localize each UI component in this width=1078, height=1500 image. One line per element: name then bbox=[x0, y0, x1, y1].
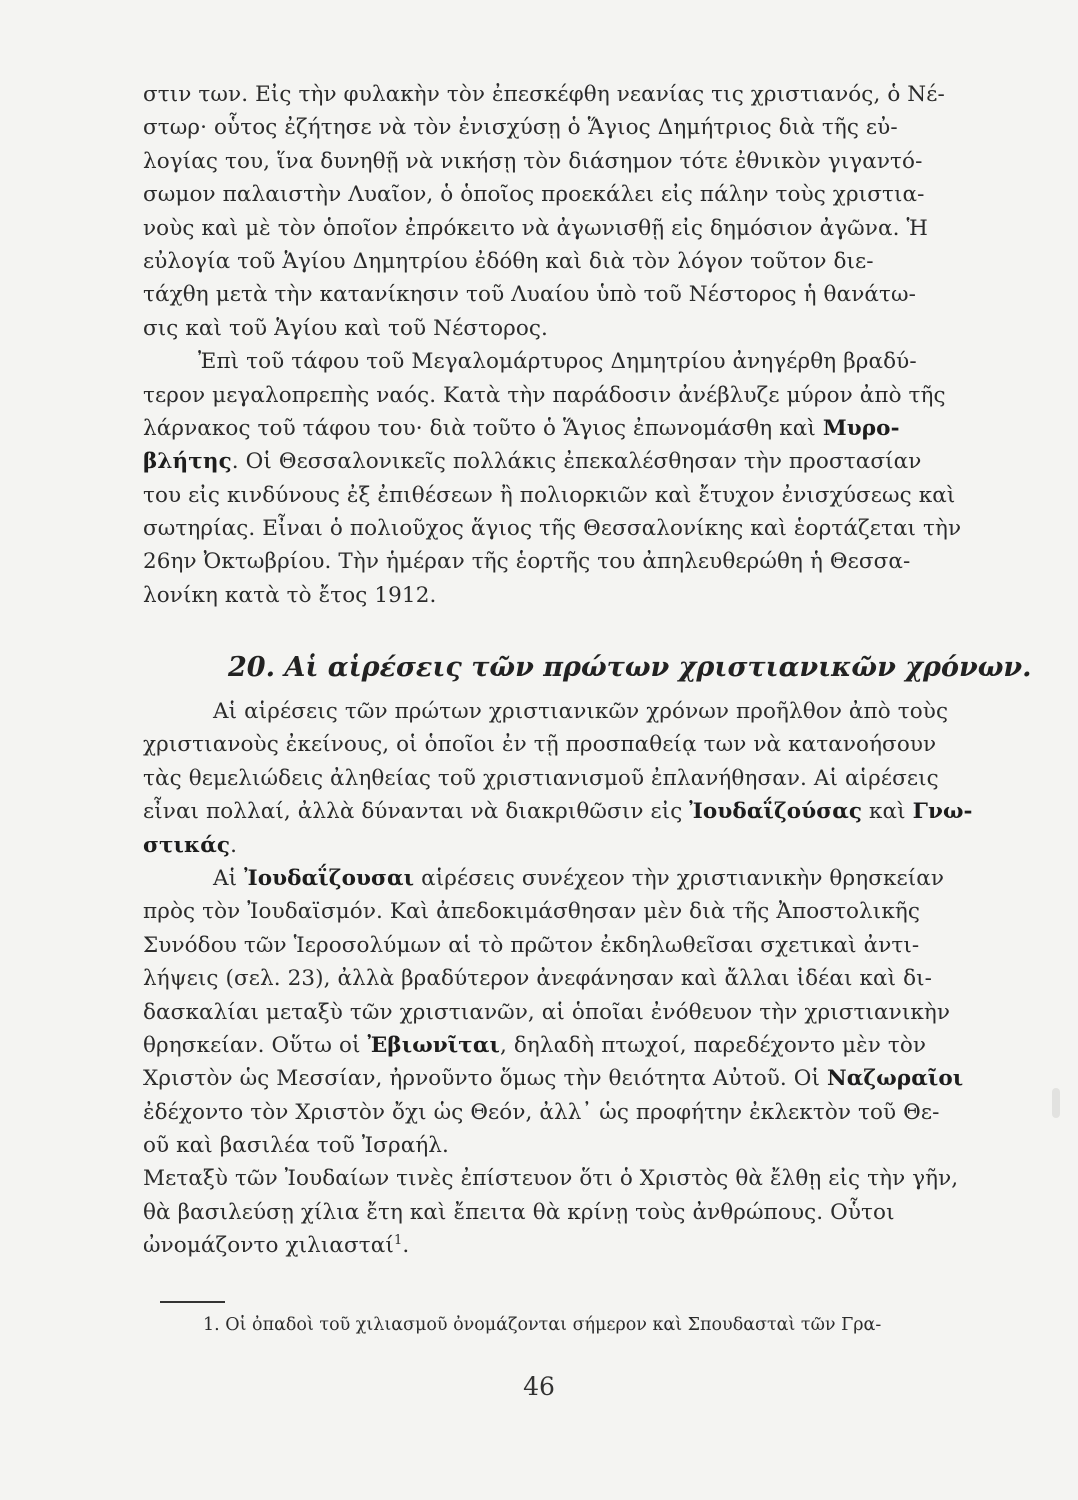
text-line: σωτηρίας. Εἶναι ὁ πολιοῦχος ἅγιος τῆς Θεσσαλονίκης καὶ ἑορτάζεται τὴν bbox=[143, 516, 962, 542]
bold-term: Ἰουδαΐζουσαι bbox=[244, 865, 415, 891]
text-line: λονίκη κατὰ τὸ ἔτος 1912. bbox=[143, 582, 437, 608]
bold-term: Ἐβιωνῖται bbox=[367, 1032, 500, 1058]
text-line bbox=[143, 829, 999, 862]
bold-term: Ναζωραῖοι bbox=[827, 1066, 964, 1092]
body-text-top bbox=[143, 78, 999, 612]
text-span: . bbox=[402, 1233, 410, 1259]
footnote-divider bbox=[160, 1301, 225, 1303]
text-line: τάχθη μετὰ τὴν κατανίκησιν τοῦ Λυαίου ὑπὸ τοῦ Νέστορος ἡ θανάτω- bbox=[143, 282, 916, 308]
text-line bbox=[143, 1229, 999, 1262]
text-span: . bbox=[230, 832, 238, 858]
text-line bbox=[143, 1062, 999, 1095]
bold-term: Μυρο- bbox=[822, 415, 900, 441]
text-line: τερον μεγαλοπρεπὴς ναός. Κατὰ τὴν παράδοσιν ἀνέβλυζε μύρον ἀπὸ τῆς bbox=[143, 382, 946, 408]
text-line: λογίας του, ἵνα δυνηθῇ νὰ νικήσῃ τὸν διάσημον τότε ἐθνικὸν γιγαντό- bbox=[143, 148, 923, 174]
text-line bbox=[143, 445, 999, 478]
text-line: δασκαλίαι μεταξὺ τῶν χριστιανῶν, αἱ ὁποῖαι ἐνόθευον τὴν χριστιανικὴν bbox=[143, 999, 951, 1025]
bold-term: Γνω- bbox=[912, 799, 973, 825]
footnote-marker: 1 bbox=[393, 1233, 403, 1249]
footnote: 1. Οἱ ὀπαδοὶ τοῦ χιλιασμοῦ ὀνομάζονται σήμερον καὶ Σπουδασταὶ τῶν Γρα- bbox=[203, 1315, 882, 1335]
text-span: λάρνακος τοῦ τάφου του· διὰ τοῦτο ὁ Ἅγιος ἐπωνομάσθη καὶ bbox=[143, 415, 823, 441]
bold-term: βλήτης bbox=[143, 449, 232, 475]
text-span: θρησκείαν. Οὕτω οἱ bbox=[143, 1032, 368, 1058]
bold-term: στικάς bbox=[143, 832, 231, 858]
text-span: αἱρέσεις συνέχεον τὴν χριστιανικὴν θρησκείαν bbox=[414, 865, 945, 891]
text-line: θὰ βασιλεύσῃ χίλια ἔτη καὶ ἔπειτα θὰ κρίνῃ τοὺς ἀνθρώπους. Οὗτοι bbox=[143, 1199, 895, 1225]
text-line: Συνόδου τῶν Ἱεροσολύμων αἱ τὸ πρῶτον ἐκδηλωθεῖσαι σχετικαὶ ἀντι- bbox=[143, 932, 920, 958]
text-line bbox=[143, 1029, 999, 1062]
text-span: . Οἱ Θεσσαλονικεῖς πολλάκις ἐπεκαλέσθησαν τὴν προστασίαν bbox=[231, 449, 922, 475]
text-span: Χριστὸν ὡς Μεσσίαν, ἠρνοῦντο ὅμως τὴν θειότητα Αὐτοῦ. Οἱ bbox=[143, 1066, 827, 1092]
text-line: χριστιανοὺς ἐκείνους, οἱ ὁποῖοι ἐν τῇ προσπαθείᾳ των νὰ κατανοήσουν bbox=[143, 732, 937, 758]
text-line bbox=[143, 412, 999, 445]
text-line: σωμον παλαιστὴν Λυαῖον, ὁ ὁποῖος προεκάλει εἰς πάλην τοὺς χριστια- bbox=[143, 182, 925, 208]
text-line: νοὺς καὶ μὲ τὸν ὁποῖον ἐπρόκειτο νὰ ἀγωνισθῇ εἰς δημόσιον ἀγῶνα. Ἡ bbox=[143, 215, 928, 241]
text-span: ὠνομάζοντο χιλιασταί bbox=[143, 1233, 394, 1259]
text-span: καὶ bbox=[862, 799, 913, 825]
body-text-bottom bbox=[143, 695, 999, 1263]
text-line: Αἱ αἱρέσεις τῶν πρώτων χριστιανικῶν χρόνων προῆλθον ἀπὸ τοὺς bbox=[213, 699, 949, 724]
text-line: ἐδέχοντο τὸν Χριστὸν ὄχι ὡς Θεόν, ἀλλ᾽ ὡς προφήτην ἐκλεκτὸν τοῦ Θε- bbox=[143, 1099, 940, 1125]
page-number: 46 bbox=[523, 1372, 555, 1401]
bold-term: Ἰουδαΐζούσας bbox=[689, 799, 863, 825]
scan-mark bbox=[1052, 1088, 1060, 1118]
text-line: Μεταξὺ τῶν Ἰουδαίων τινὲς ἐπίστευον ὅτι ὁ Χριστὸς θὰ ἔλθῃ εἰς τὴν γῆν, bbox=[143, 1166, 959, 1192]
text-line: του εἰς κινδύνους ἐξ ἐπιθέσεων ἢ πολιορκιῶν καὶ ἔτυχον ἐνισχύσεως καὶ bbox=[143, 482, 956, 508]
section-heading: 20. Αἱ αἱρέσεις τῶν πρώτων χριστιανικῶν χρόνων. bbox=[228, 652, 1032, 683]
text-line: πρὸς τὸν Ἰουδαϊσμόν. Καὶ ἀπεδοκιμάσθησαν μὲν διὰ τῆς Ἀποστολικῆς bbox=[143, 899, 920, 925]
text-line: 26ην Ὀκτωβρίου. Τὴν ἡμέραν τῆς ἑορτῆς του ἀπηλευθερώθη ἡ Θεσσα- bbox=[143, 549, 911, 575]
text-line: τὰς θεμελιώδεις ἀληθείας τοῦ χριστιανισμοῦ ἐπλανήθησαν. Αἱ αἱρέσεις bbox=[143, 765, 939, 791]
text-line: λήψεις (σελ. 23), ἀλλὰ βραδύτερον ἀνεφάνησαν καὶ ἄλλαι ἰδέαι καὶ δι- bbox=[143, 966, 933, 992]
text-span: , δηλαδὴ πτωχοί, παρεδέχοντο μὲν τὸν bbox=[500, 1032, 927, 1058]
text-line bbox=[143, 795, 999, 828]
text-line: οῦ καὶ βασιλέα τοῦ Ἰσραήλ. bbox=[143, 1133, 449, 1159]
text-line: σις καὶ τοῦ Ἁγίου καὶ τοῦ Νέστορος. bbox=[143, 315, 548, 341]
text-line: στιν των. Εἰς τὴν φυλακὴν τὸν ἐπεσκέφθη νεανίας τις χριστιανός, ὁ Νέ- bbox=[143, 82, 945, 107]
text-line: στωρ· οὗτος ἐζήτησε νὰ τὸν ἐνισχύσῃ ὁ Ἅγιος Δημήτριος διὰ τῆς εὐ- bbox=[143, 115, 898, 141]
text-line bbox=[143, 862, 999, 895]
text-line: Ἐπὶ τοῦ τάφου τοῦ Μεγαλομάρτυρος Δημητρίου ἀνηγέρθη βραδύ- bbox=[198, 349, 917, 375]
text-span: Αἱ bbox=[213, 865, 245, 891]
text-span: εἶναι πολλαί, ἀλλὰ δύνανται νὰ διακριθῶσιν εἰς bbox=[143, 799, 690, 825]
text-line: εὐλογία τοῦ Ἁγίου Δημητρίου ἐδόθη καὶ διὰ τὸν λόγον τοῦτον διε- bbox=[143, 248, 874, 274]
